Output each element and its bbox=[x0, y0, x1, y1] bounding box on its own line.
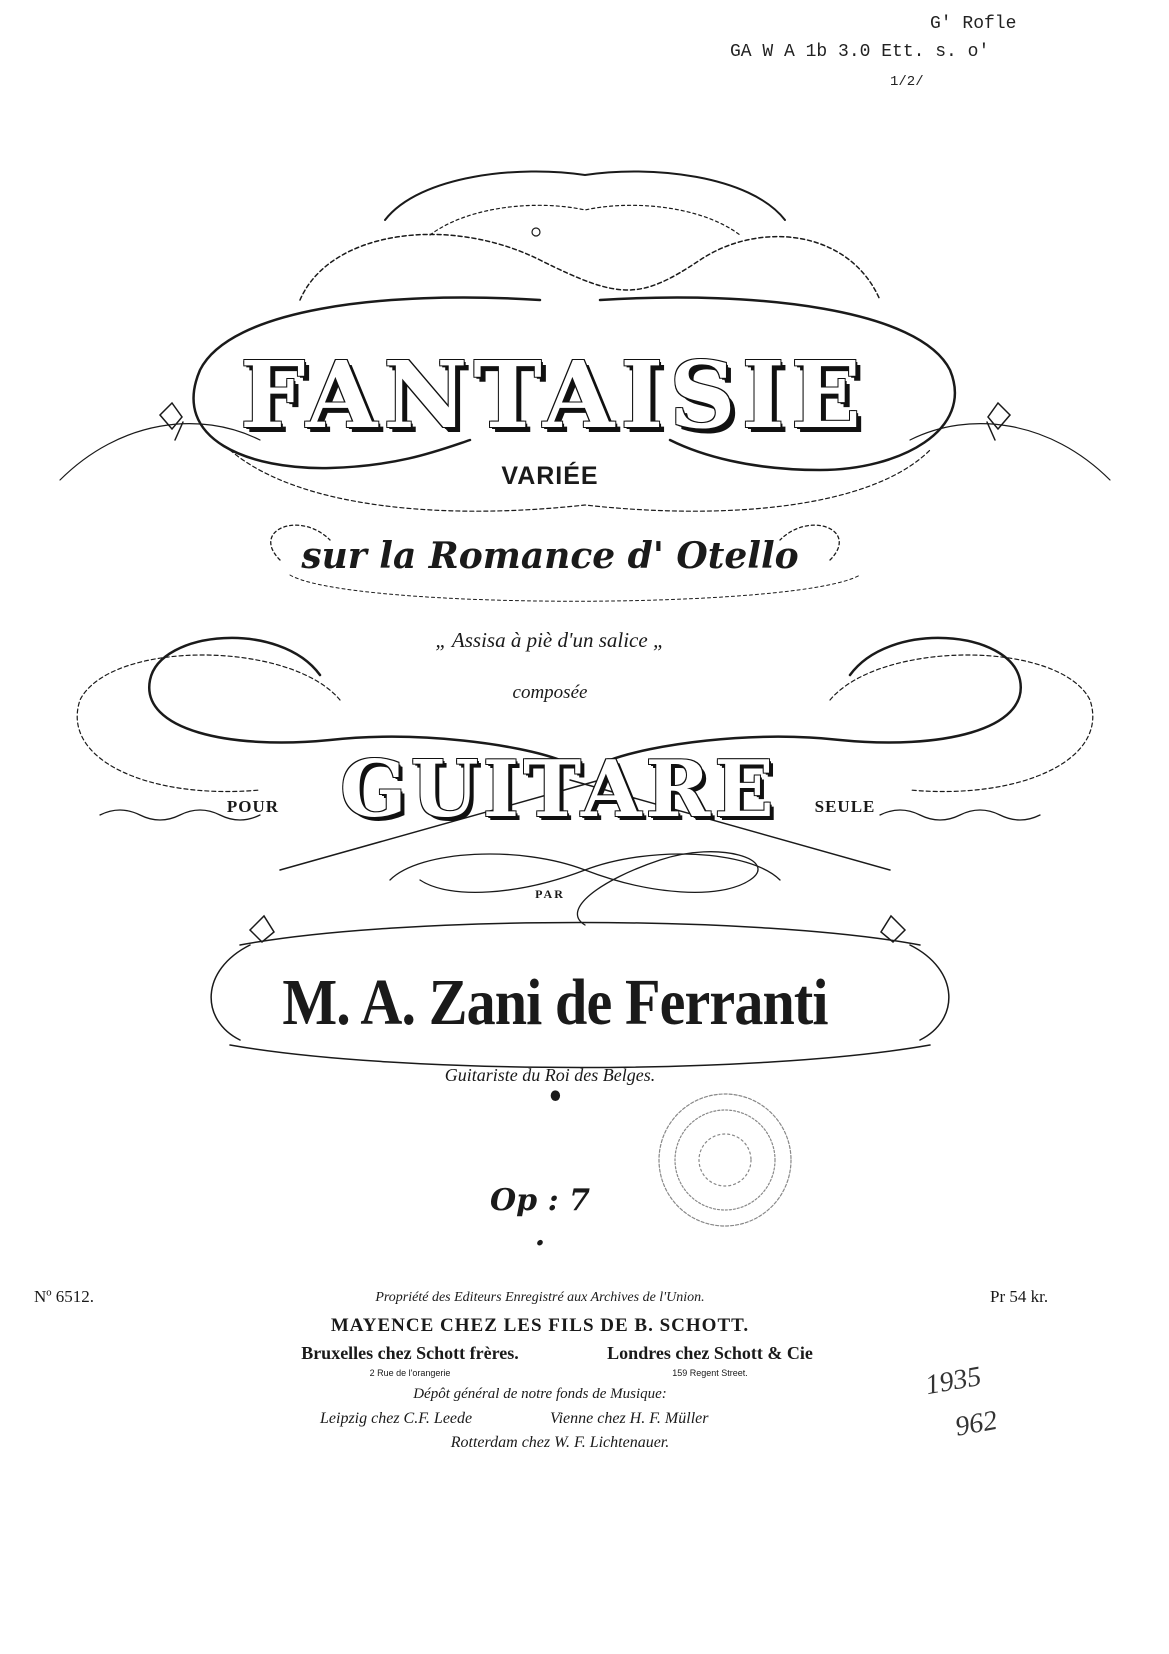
leaf-ornament-right bbox=[987, 403, 1010, 440]
composer-name: M. A. Zani de Ferranti . bbox=[282, 966, 828, 1115]
plate-number: Nº 6512. bbox=[34, 1287, 95, 1306]
flourish-top bbox=[385, 171, 785, 220]
name-leaf-right bbox=[881, 916, 905, 942]
agent-rotterdam: Rotterdam chez W. F. Lichtenauer. bbox=[450, 1434, 670, 1451]
subtitle-variee: VARIÉE bbox=[501, 462, 599, 490]
par-loop-2 bbox=[420, 854, 780, 892]
title-fantaisie: FANTAISIE bbox=[240, 341, 867, 449]
name-leaf-left bbox=[250, 916, 274, 942]
flourish-top-swirl bbox=[300, 234, 880, 300]
par-label: PAR bbox=[535, 887, 565, 901]
romance-ellipse bbox=[290, 575, 860, 601]
publisher-brussels: Bruxelles chez Schott frères. bbox=[301, 1343, 519, 1363]
scroll-right bbox=[610, 638, 1021, 760]
price: Pr 54 kr. bbox=[990, 1287, 1049, 1306]
brussels-address: 2 Rue de l'orangerie bbox=[369, 1368, 451, 1378]
scroll-left-outer bbox=[77, 655, 340, 792]
catalog-stamp-line-3: 1/2/ bbox=[890, 74, 924, 90]
agent-vienne: Vienne chez H. F. Müller bbox=[550, 1410, 709, 1427]
pencil-annotation-1: 1935 bbox=[923, 1360, 984, 1402]
rights-notice: Propriété des Editeurs Enregistré aux Archives de l'Union. bbox=[375, 1290, 705, 1305]
name-frame-right bbox=[910, 945, 949, 1040]
publisher-main: MAYENCE CHEZ LES FILS DE B. SCHOTT. bbox=[330, 1315, 750, 1336]
top-circle-ornament bbox=[532, 228, 540, 236]
flourish-top-inner bbox=[430, 205, 740, 235]
catalog-stamp-line-1: G' Rofle bbox=[930, 14, 1017, 34]
leaf-ornament-left bbox=[160, 403, 183, 440]
aria-title: „ Assisa à piè d'un salice „ bbox=[435, 628, 665, 652]
depot-notice: Dépôt général de notre fonds de Musique: bbox=[413, 1386, 667, 1402]
instrument-guitare: GUITARE bbox=[340, 744, 778, 835]
swash-left bbox=[60, 424, 260, 480]
vine-right bbox=[880, 810, 1040, 820]
london-address: 159 Regent Street. bbox=[672, 1368, 748, 1378]
name-frame-top bbox=[240, 923, 920, 946]
composee-label: composée bbox=[512, 682, 588, 703]
agent-leipzig: Leipzig chez C.F. Leede bbox=[320, 1410, 473, 1427]
pencil-annotation-2: 962 bbox=[952, 1404, 1000, 1443]
catalog-stamp-line-2: GA W A 1b 3.0 Ett. s. o' bbox=[730, 42, 990, 62]
scroll-right-outer bbox=[830, 655, 1093, 792]
name-frame-left bbox=[211, 945, 250, 1040]
subtitle-romance: sur la Romance d' Otello bbox=[301, 535, 799, 577]
seule-label: SEULE bbox=[814, 797, 876, 816]
opus-number: Op : 7 . bbox=[490, 1183, 590, 1253]
composer-title: Guitariste du Roi des Belges. bbox=[444, 1065, 656, 1085]
pour-label: POUR bbox=[226, 797, 280, 816]
swash-right bbox=[910, 424, 1110, 480]
publisher-london: Londres chez Schott & Cie bbox=[607, 1343, 813, 1363]
